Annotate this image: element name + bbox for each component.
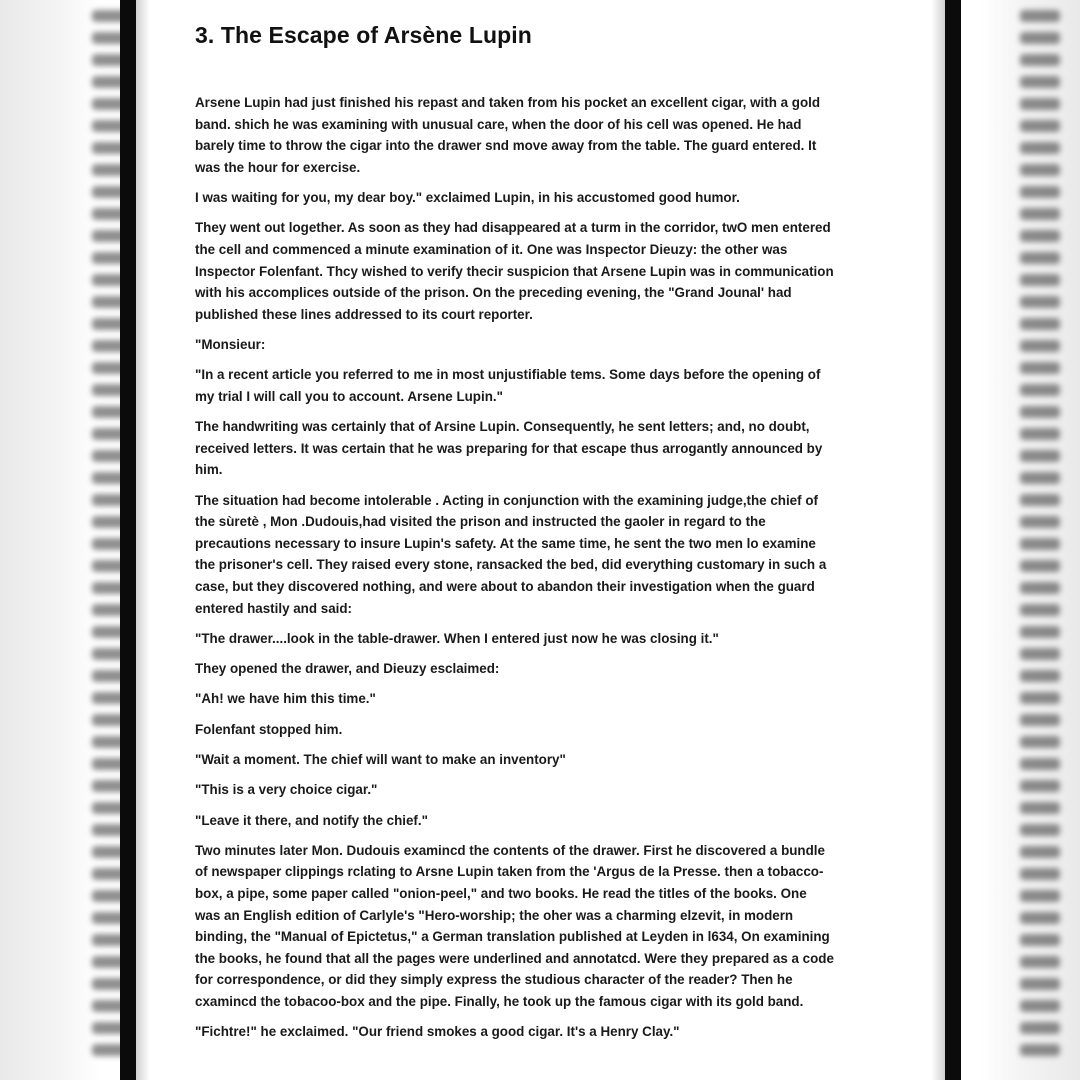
blurred-text-right: [1020, 0, 1060, 1080]
paragraph: "The drawer....look in the table-drawer. When I entered just now he was closing it.": [195, 630, 719, 646]
left-border-bar: [120, 0, 136, 1080]
paragraph: "Monsieur:: [195, 337, 266, 352]
page-shadow-left: [136, 0, 150, 1080]
paragraph: Folenfant stopped him.: [195, 721, 343, 737]
paragraph: Two minutes later Mon. Dudouis examincd the contents of the drawer. First he discovered a bundle of newspaper clippings rclating to Arsne Lupin taken from the 'Argus de la Presse. then a tobacco-box, a pipe, some paper called "onion-peel," and two books. He read the titles of the books. One was an English edition of Carlyle's "Hero-worship; the oher was a charming elzevit, in modern binding, the "Manual of Epictetus," a German translation published at Leyden in l634, On examining the books, he found that all the pages were underlined and annotatcd. Were they prepared as a code for correspondence, or did they simply express the studious character of the reader? Then he cxamincd the tobacoo-box and the pipe. Finally, he took up the famous cigar with its gold band.: [195, 842, 834, 1009]
paragraph: "This is a very choice cigar.": [195, 782, 378, 798]
paragraph: "Fichtre!" he exclaimed. "Our friend smokes a good cigar. It's a Henry Clay.": [195, 1024, 680, 1040]
paragraph: "Wait a moment. The chief will want to make an inventory": [195, 752, 566, 767]
paragraph: "In a recent article you referred to me in most unjustifiable tems. Some days before the opening of my trial I will call you to account. Arsene Lupin.": [195, 367, 821, 404]
paragraph: I was waiting for you, my dear boy." exclaimed Lupin, in his accustomed good humor.: [195, 190, 740, 206]
page-shadow-right: [931, 0, 945, 1080]
paragraph: They went out logether. As soon as they had disappeared at a turm in the corridor, twO men entered the cell and commenced a minute examination of it. One was Inspector Dieuzy: the other was Inspector Folenfant. Thcy wished to verify thecir suspicion that Arsene Lupin was in communication with his accomplices outside of the prison. On the preceding evening, the "Grand Jounal' had published these lines addressed to its court reporter.: [195, 220, 834, 322]
paragraph: The situation had become intolerable . Acting in conjunction with the examining judge,the chief of the sùretè , Mon .Dudouis,had visited the prison and instructed the gaoler in regard to the precautions necessary to insure Lupin's safety. At the same time, he sent the two men lo examine the prisoner's cell. They raised every stone, ransacked the bed, did everything customary in such a case, but they discovered nothing, and were about to abandon their investigation when the guard entered hastily and said:: [195, 492, 827, 616]
paragraph: "Ah! we have him this time.": [195, 691, 376, 707]
paragraph: "Leave it there, and notify the chief.": [195, 812, 428, 828]
document-content: [195, 22, 835, 1052]
right-border-bar: [945, 0, 961, 1080]
paragraph: The handwriting was certainly that of Arsine Lupin. Consequently, he sent letters; and, no doubt, received letters. It was certain that he was preparing for that escape thus arrogantly announced by him.: [195, 419, 823, 478]
paragraph: They opened the drawer, and Dieuzy esclaimed:: [195, 661, 500, 677]
document-page: [136, 0, 945, 1080]
chapter-title: 3. The Escape of Arsène Lupin: [195, 22, 532, 48]
paragraph: Arsene Lupin had just finished his repast and taken from his pocket an excellent cigar, with a gold band. shich he was examining with unusual care, when the door of his cell was opened. He had barely time to throw the cigar into the drawer snd move away from the table. The guard entered. It was the hour for exercise.: [195, 95, 821, 175]
